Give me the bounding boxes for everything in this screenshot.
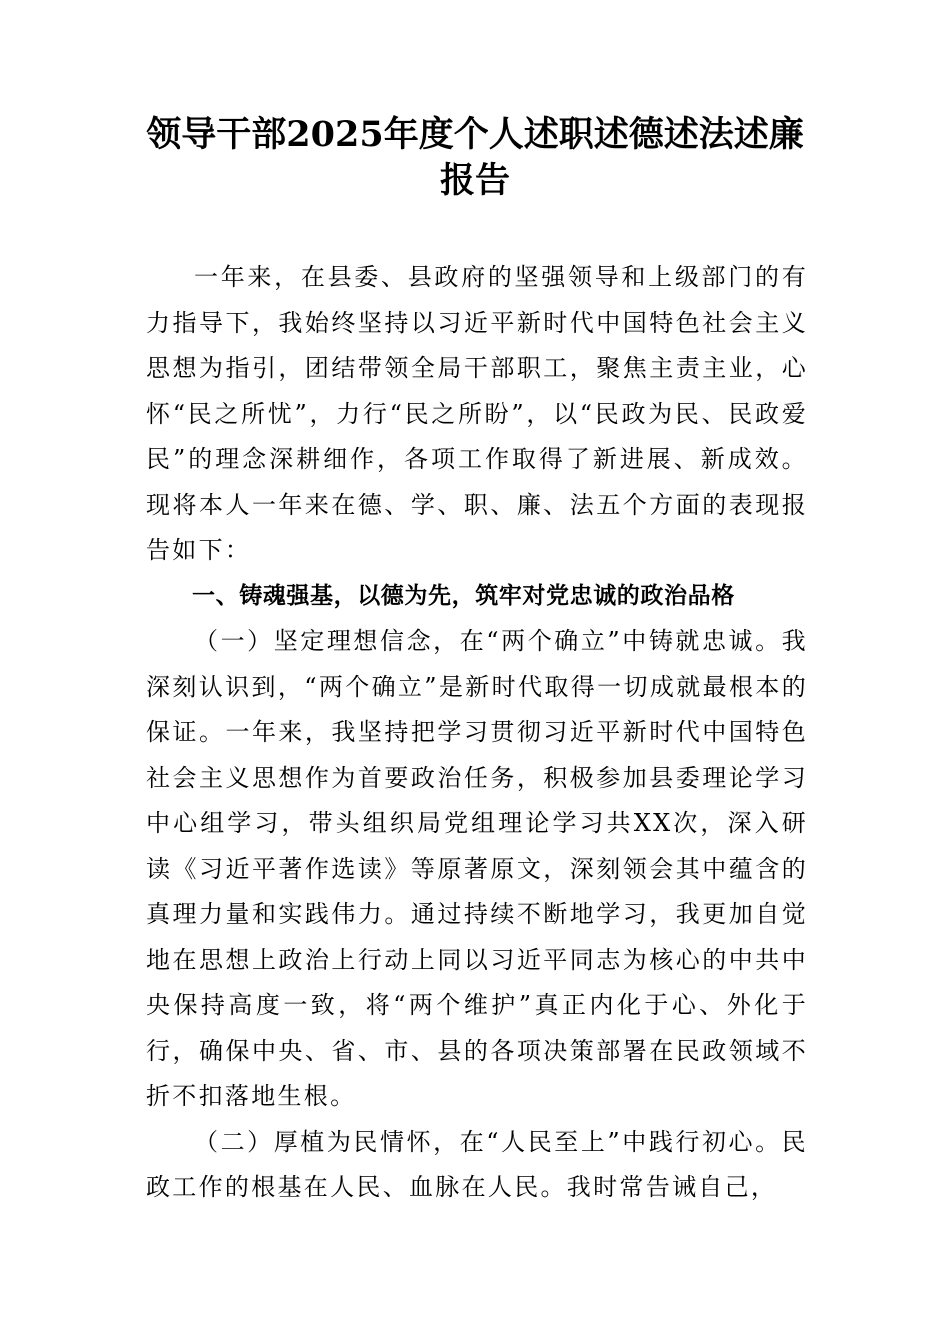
section-1-paragraph-2: （二）厚植为民情怀，在“人民至上”中践行初心。民政工作的根基在人民、血脉在人民。我时常告诫自己， <box>146 1127 808 1201</box>
document-title <box>140 112 810 204</box>
title-line-2: 报告 <box>439 160 510 201</box>
section-1-paragraph-1: （一）坚定理想信念，在“两个确立”中铸就忠诚。我深刻认识到，“两个确立”是新时代取得一切成就最根本的保证。一年来，我坚持把学习贯彻习近平新时代中国特色社会主义思想作为首要政治任务，积极参加县委理论学习中心组学习，带头组织局党组理论学习共XX次，深入研读《习近平著作选读》等原著原文，深刻领会其中蕴含的真理力量和实践伟力。通过持续不断地学习，我更加自觉地在思想上政治上行动上同以习近平同志为核心的中共中央保持高度一致，将“两个维护”真正内化于心、外化于行，确保中央、省、市、县的各项决策部署在民政领域不折不扣落地生根。 <box>146 627 808 1110</box>
section-1-heading: 一、铸魂强基，以德为先，筑牢对党忠诚的政治品格 <box>192 582 735 609</box>
document-body <box>146 255 808 1211</box>
title-line-1: 领导干部2025年度个人述职述德述法述廉 <box>146 114 804 155</box>
intro-paragraph: 一年来，在县委、县政府的坚强领导和上级部门的有力指导下，我始终坚持以习近平新时代中国特色社会主义思想为指引，团结带领全局干部职工，聚焦主责主业，心怀“民之所忧”，力行“民之所盼”，以“民政为民、民政爱民”的理念深耕细作，各项工作取得了新进展、新成效。现将本人一年来在德、学、职、廉、法五个方面的表现报告如下： <box>146 263 808 564</box>
